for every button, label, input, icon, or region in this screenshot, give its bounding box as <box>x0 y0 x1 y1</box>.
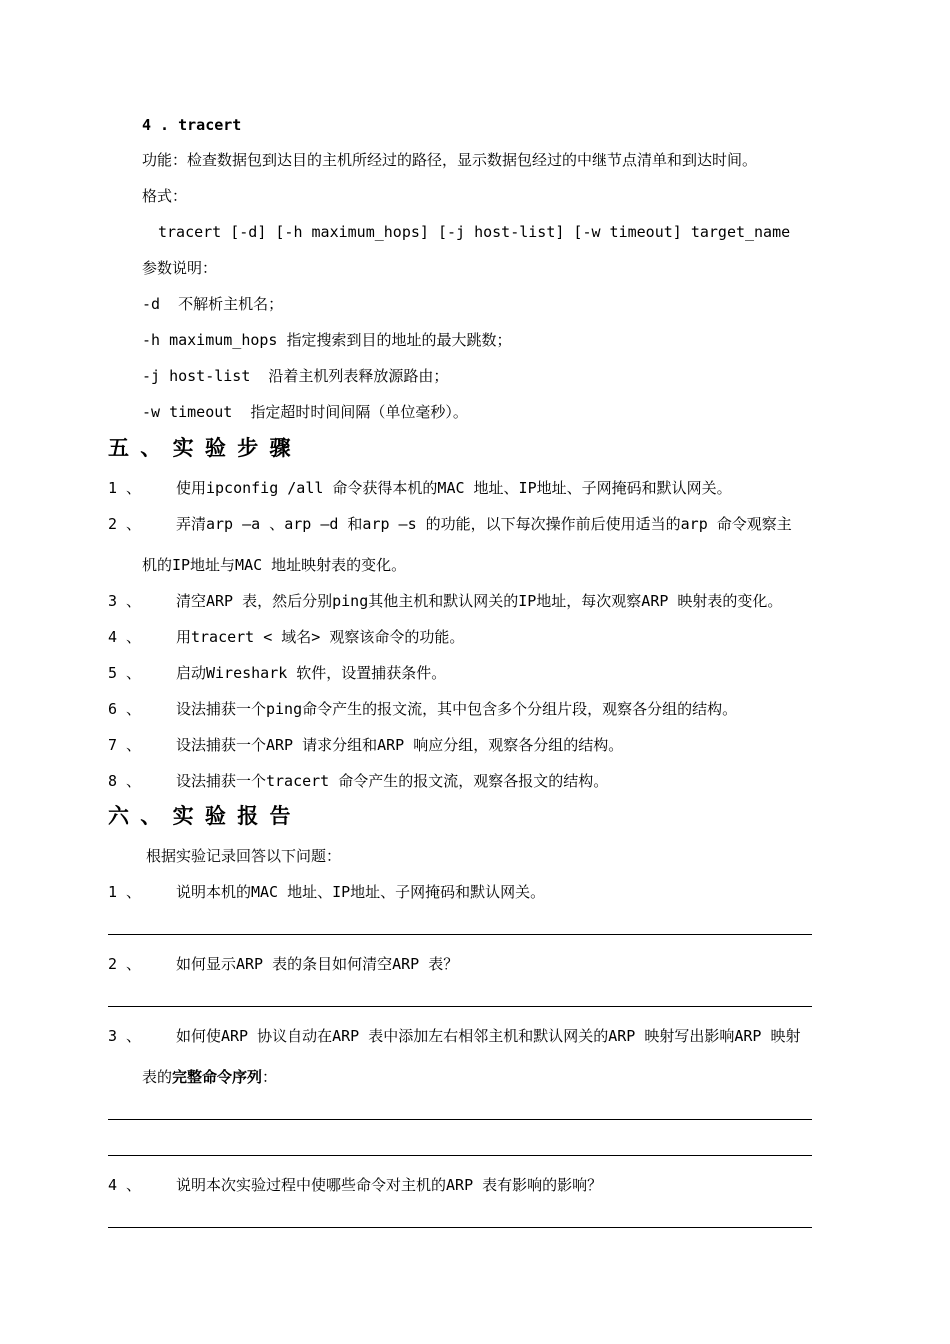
question-3-text: 如何使ARP 协议自动在ARP 表中添加左右相邻主机和默认网关的ARP 映射写出影响ARP 映射 <box>176 1027 801 1045</box>
tracert-format-label: 格式： <box>142 187 188 205</box>
tracert-param-h: -h maximum_hops 指定搜索到目的地址的最大跳数； <box>142 331 512 349</box>
question-3-cont-bold: 完整命令序列 <box>172 1068 263 1086</box>
tracert-heading: 4 . tracert <box>142 116 242 134</box>
step-8-number: 8 、 <box>108 772 142 790</box>
answer-line-2[interactable] <box>108 1006 812 1007</box>
question-1-number: 1 、 <box>108 883 142 901</box>
section6-title: 六 、 实 验 报 告 <box>108 804 293 828</box>
question-2-number: 2 、 <box>108 955 142 973</box>
section5-title: 五 、 实 验 步 骤 <box>108 436 293 460</box>
step-5-number: 5 、 <box>108 664 142 682</box>
step-6-number: 6 、 <box>108 700 142 718</box>
tracert-params-label: 参数说明： <box>142 259 218 277</box>
step-2-number: 2 、 <box>108 515 142 533</box>
tracert-syntax: tracert [-d] [-h maximum_hops] [-j host-list] [-w timeout] target_name <box>158 223 791 241</box>
step-5-text: 启动Wireshark 软件，设置捕获条件。 <box>176 664 447 682</box>
question-3-cont-suffix: ： <box>262 1068 278 1086</box>
step-7-number: 7 、 <box>108 736 142 754</box>
step-6-text: 设法捕获一个ping命令产生的报文流，其中包含多个分组片段，观察各分组的结构。 <box>176 700 738 718</box>
step-4-number: 4 、 <box>108 628 142 646</box>
question-2-text: 如何显示ARP 表的条目如何清空ARP 表？ <box>176 955 459 973</box>
step-7-text: 设法捕获一个ARP 请求分组和ARP 响应分组，观察各分组的结构。 <box>176 736 624 754</box>
answer-line-3a[interactable] <box>108 1119 812 1120</box>
question-4-number: 4 、 <box>108 1176 142 1194</box>
step-2-text: 弄清arp –a 、arp –d 和arp –s 的功能，以下每次操作前后使用适当的arp 命令观察主 <box>176 515 792 533</box>
tracert-param-w: -w timeout 指定超时时间间隔（单位毫秒）。 <box>142 403 468 421</box>
step-4-text: 用tracert < 域名> 观察该命令的功能。 <box>176 628 465 646</box>
answer-line-3b[interactable] <box>108 1155 812 1156</box>
tracert-param-d: -d 不解析主机名； <box>142 295 284 313</box>
step-1-text: 使用ipconfig /all 命令获得本机的MAC 地址、IP地址、子网掩码和默认网关。 <box>176 479 732 497</box>
answer-line-4[interactable] <box>108 1227 812 1228</box>
question-3-number: 3 、 <box>108 1027 142 1045</box>
tracert-function: 功能：检查数据包到达目的主机所经过的路径，显示数据包经过的中继节点清单和到达时间。 <box>142 151 758 169</box>
step-1-number: 1 、 <box>108 479 142 497</box>
step-3-number: 3 、 <box>108 592 142 610</box>
question-3-continuation <box>142 1067 277 1087</box>
step-8-text: 设法捕获一个tracert 命令产生的报文流，观察各报文的结构。 <box>176 772 609 790</box>
report-intro: 根据实验记录回答以下问题： <box>146 847 342 865</box>
question-3-cont-prefix: 表的 <box>142 1068 173 1086</box>
question-4-text: 说明本次实验过程中使哪些命令对主机的ARP 表有影响的影响？ <box>176 1176 603 1194</box>
answer-line-1[interactable] <box>108 934 812 935</box>
tracert-param-j: -j host-list 沿着主机列表释放源路由； <box>142 367 449 385</box>
question-1-text: 说明本机的MAC 地址、IP地址、子网掩码和默认网关。 <box>176 883 546 901</box>
step-3-text: 清空ARP 表，然后分别ping其他主机和默认网关的IP地址，每次观察ARP 映射表的变化。 <box>176 592 783 610</box>
step-2-continuation: 机的IP地址与MAC 地址映射表的变化。 <box>142 556 407 574</box>
